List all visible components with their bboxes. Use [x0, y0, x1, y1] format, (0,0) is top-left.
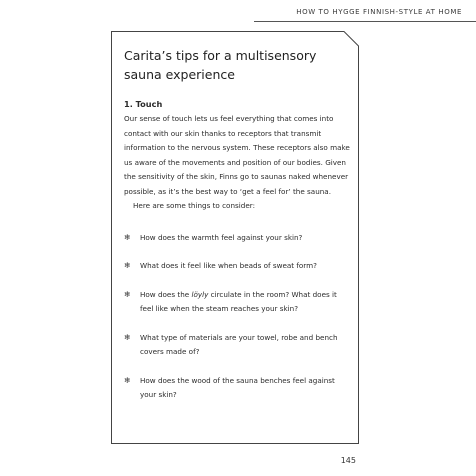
- tip-text: What does it feel like when beads of sweat form?: [140, 261, 317, 270]
- list-item: [124, 288, 352, 317]
- list-item: [124, 331, 352, 360]
- snowflake-icon: ❄: [124, 289, 131, 299]
- intro-paragraph: Our sense of touch lets us feel everything that comes into contact with our skin thanks to receptors that transmit information to the nervous system. These receptors also make us aware of the movements and position of our bodies. Given the sensitivity of the skin, Finns go to saunas naked whenever possible, as it’s the best way to ‘get a feel for’ the sauna.: [124, 114, 350, 196]
- loyly-term: löyly: [191, 289, 209, 299]
- snowflake-icon: ❄: [124, 375, 131, 385]
- page-number: 145: [340, 456, 356, 465]
- list-item: [124, 259, 352, 274]
- tip-text: How does the wood of the sauna benches feel against your skin?: [140, 375, 335, 399]
- section-heading: 1. Touch: [124, 99, 163, 109]
- running-head: HOW TO HYGGE FINNISH-STYLE AT HOME: [296, 8, 462, 16]
- tips-list: [124, 231, 352, 403]
- tip-box: [111, 31, 359, 444]
- list-item: [124, 231, 352, 246]
- list-item: [124, 374, 352, 403]
- box-title: Carita’s tips for a multisensory sauna experience: [124, 48, 317, 82]
- snowflake-icon: ❄: [124, 332, 131, 342]
- snowflake-icon: ❄: [124, 232, 131, 242]
- header-rule: [254, 21, 476, 22]
- tip-text: How does the warmth feel against your skin?: [140, 232, 303, 242]
- tip-text: What type of materials are your towel, robe and bench covers made of?: [140, 332, 338, 356]
- tip-text: [140, 290, 337, 314]
- snowflake-icon: ❄: [124, 261, 131, 270]
- lead-in: Here are some things to consider:: [133, 201, 255, 210]
- tip-text-end: circulate in the room? What does it feel like when the steam reaches your skin?: [140, 289, 337, 313]
- tip-text-start: How does the: [140, 289, 192, 299]
